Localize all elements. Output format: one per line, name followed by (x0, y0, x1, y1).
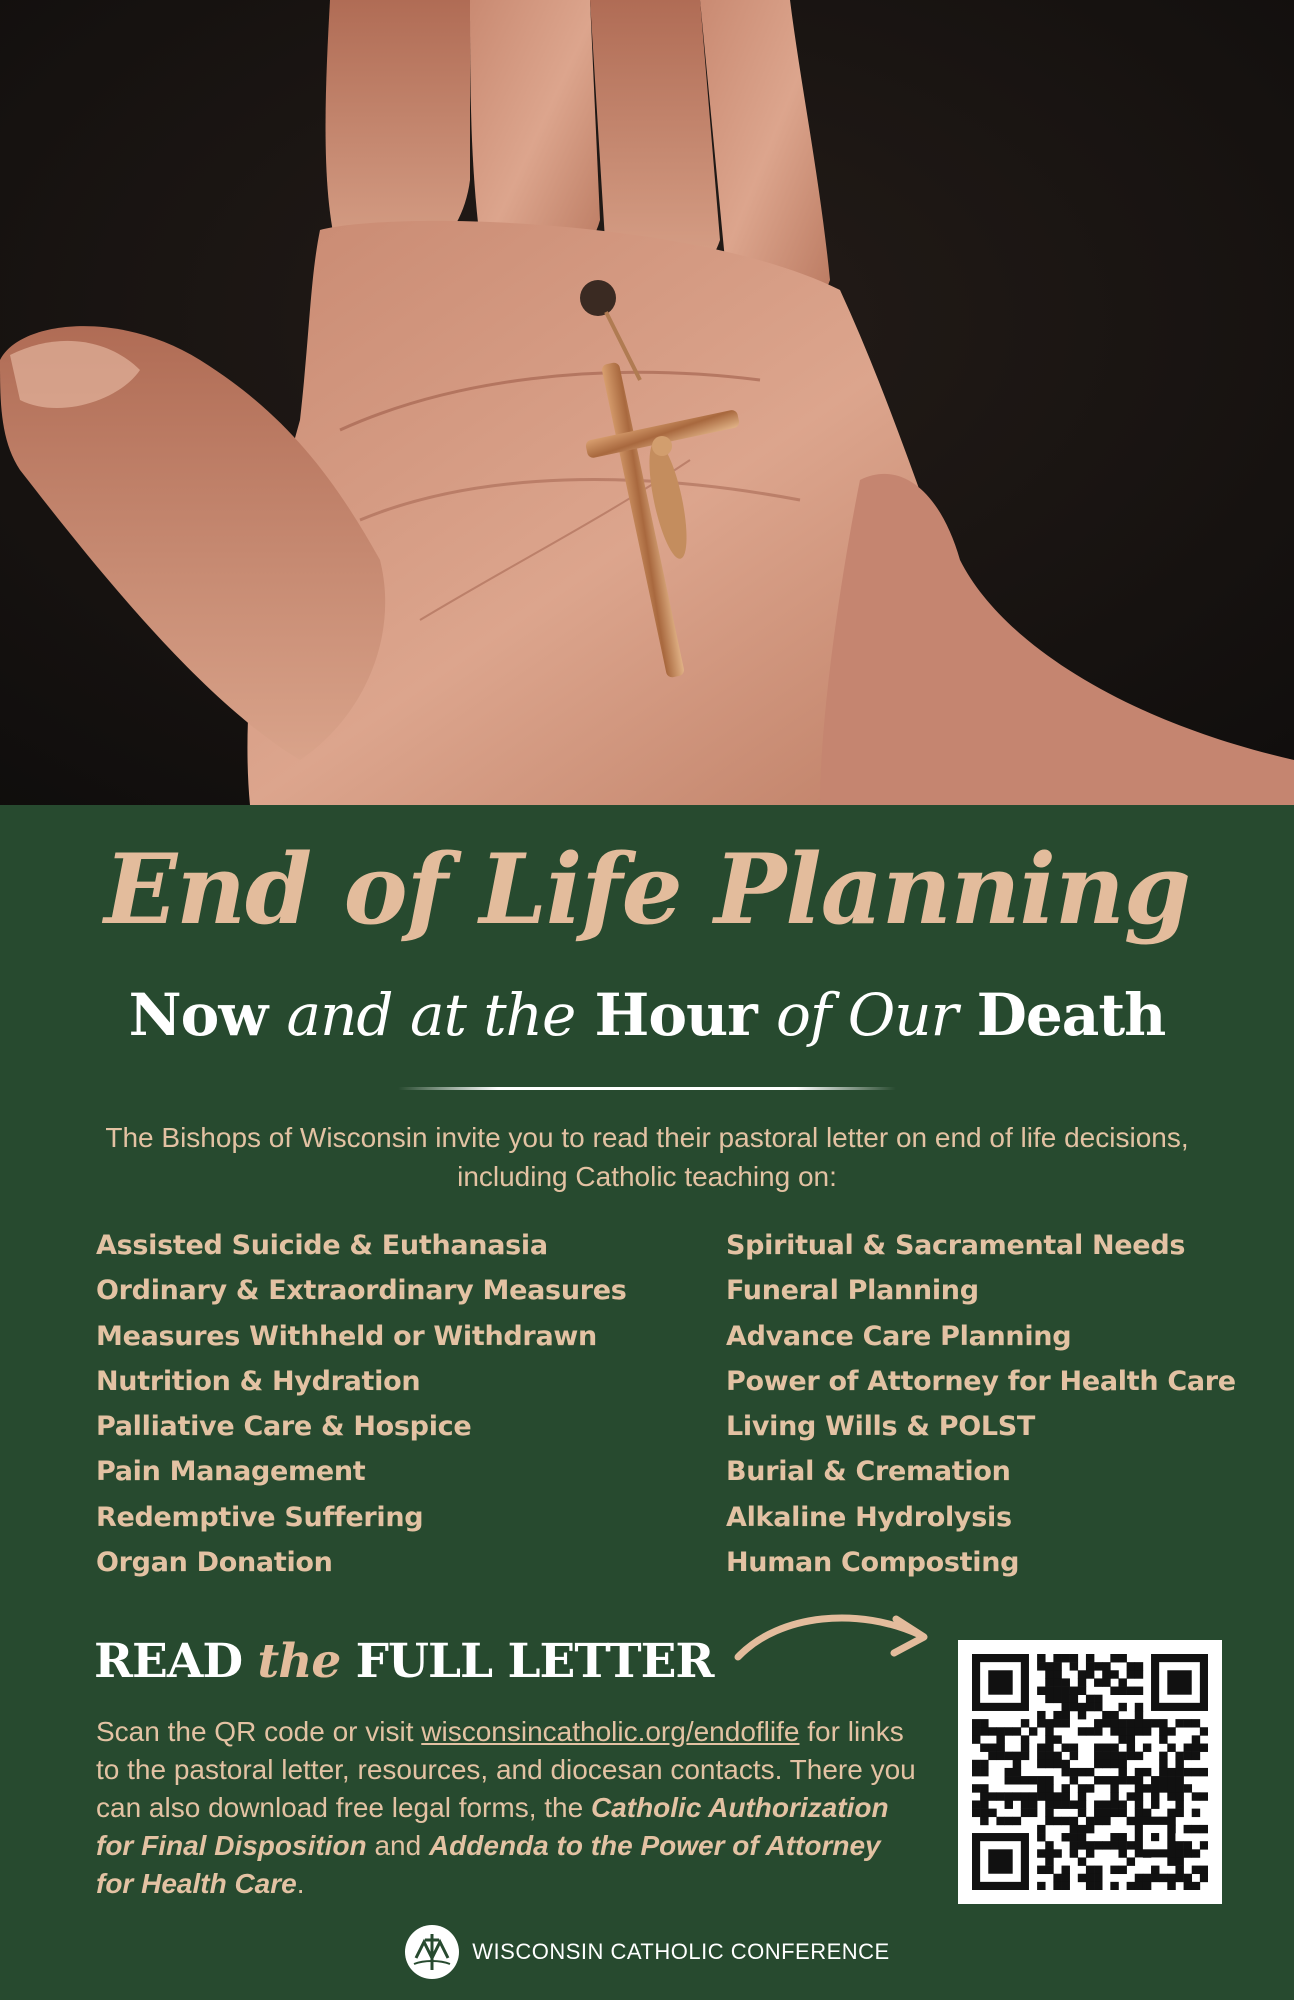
arrow-right-icon (730, 1605, 940, 1665)
intro-text: The Bishops of Wisconsin invite you to read their pastoral letter on end of life decisions, including Catholic teaching on: (105, 1122, 1189, 1192)
topic-item: Assisted Suicide & Euthanasia (96, 1230, 548, 1261)
subtitle-hour: Hour (594, 981, 757, 1049)
info-text-part: . (296, 1868, 305, 1899)
topic-item: Organ Donation (96, 1547, 333, 1579)
page-title: End of Life Planning (104, 833, 1190, 946)
info-text (96, 1713, 916, 1903)
footer (0, 1924, 1294, 1980)
topics-list-left (96, 1223, 627, 1585)
conference-logo-icon (404, 1924, 460, 1980)
the-word: the (257, 1634, 341, 1689)
subtitle-of-our: of Our (775, 981, 958, 1049)
subtitle-death: Death (976, 981, 1166, 1049)
topics-list-right (726, 1223, 1236, 1585)
info-text-part: Scan the QR code or visit (96, 1716, 422, 1747)
organization-name: WISCONSIN CATHOLIC CONFERENCE (472, 1939, 890, 1964)
topic-item: Spiritual & Sacramental Needs (726, 1230, 1186, 1261)
divider (398, 1087, 896, 1090)
subtitle-and-at-the: and at the (286, 981, 576, 1049)
topic-item: Advance Care Planning (726, 1320, 1072, 1352)
topic-item: Burial & Cremation (726, 1456, 1011, 1488)
info-text-part: for links to the pastoral letter, resources, and diocesan contacts. There you can also download free legal forms, the (96, 1716, 916, 1823)
subtitle-now: Now (128, 981, 268, 1049)
topic-item: Redemptive Suffering (96, 1501, 424, 1533)
read-full-letter-heading (94, 1630, 714, 1694)
poa-addenda-form-name: Addenda to the Power of Attorney for Health Care (96, 1830, 881, 1899)
hero-photo (0, 0, 1294, 805)
topic-item: Palliative Care & Hospice (96, 1411, 472, 1443)
info-text-part: and (366, 1830, 429, 1861)
topic-item: Alkaline Hydrolysis (726, 1501, 1012, 1533)
final-disposition-form-name: Catholic Authorization for Final Disposition (96, 1792, 889, 1861)
qr-code[interactable] (958, 1640, 1222, 1904)
full-letter-word: FULL LETTER (355, 1634, 714, 1689)
topic-item: Ordinary & Extraordinary Measures (96, 1275, 627, 1307)
subtitle (0, 975, 1294, 1055)
topic-item: Pain Management (96, 1456, 366, 1488)
qr-code-icon (972, 1654, 1208, 1890)
topic-item: Measures Withheld or Withdrawn (96, 1320, 597, 1352)
topic-item: Human Composting (726, 1547, 1020, 1579)
hand-crucifix-illustration (0, 0, 1294, 805)
topic-item: Funeral Planning (726, 1275, 979, 1307)
topic-item: Living Wills & POLST (726, 1411, 1036, 1443)
topic-item: Power of Attorney for Health Care (726, 1365, 1236, 1397)
read-word: READ (94, 1634, 243, 1689)
topic-item: Nutrition & Hydration (96, 1365, 421, 1397)
endoflife-link[interactable]: wisconsincatholic.org/endoflife (421, 1716, 800, 1747)
